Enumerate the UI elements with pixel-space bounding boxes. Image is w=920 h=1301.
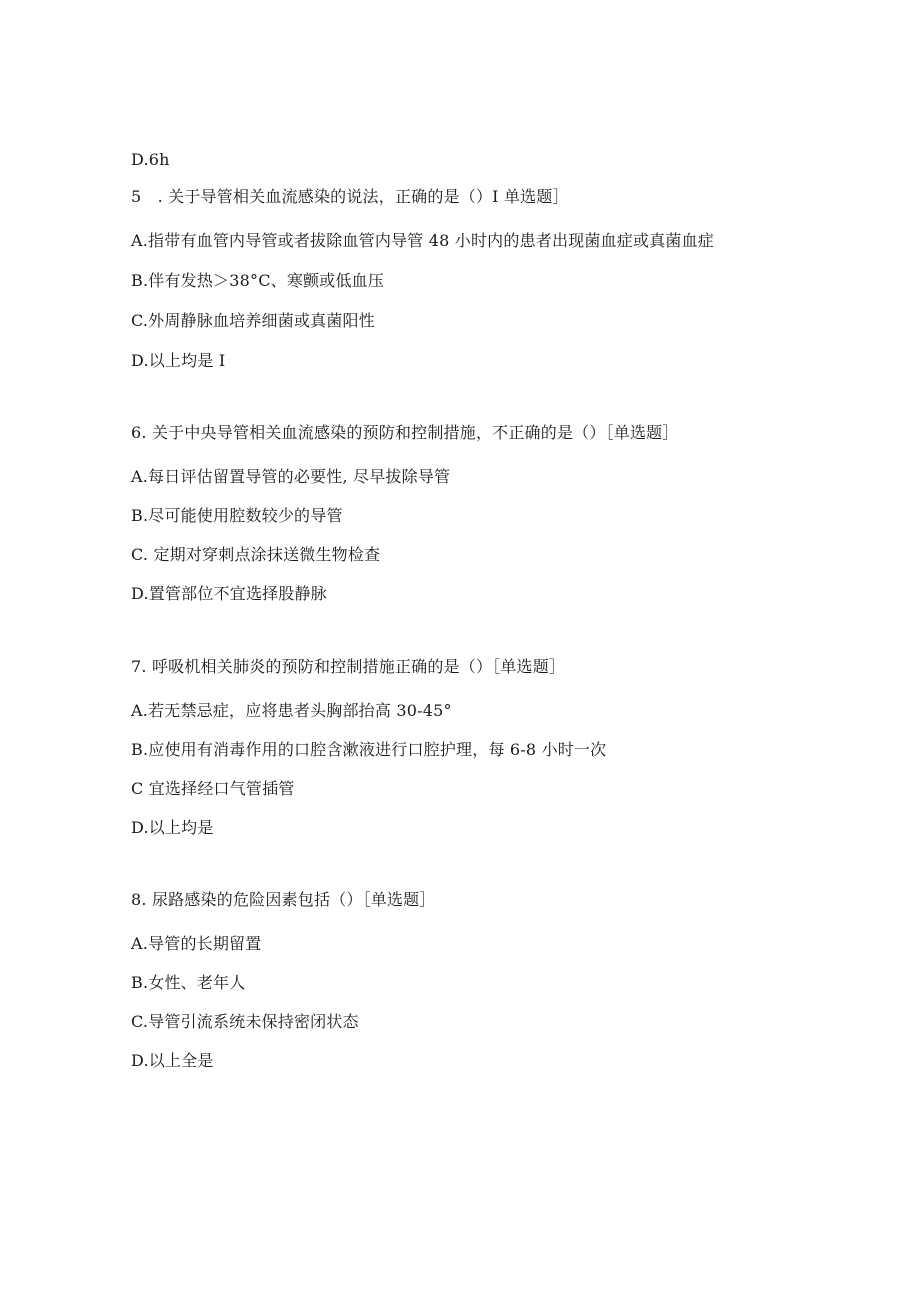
q8-option-d: D.以上全是 bbox=[131, 1051, 214, 1070]
q7-question: 7. 呼吸机相关肺炎的预防和控制措施正确的是（）［单选题］ bbox=[131, 657, 566, 676]
q6-option-d: D.置管部位不宜选择股静脉 bbox=[131, 584, 327, 603]
q5-option-b: B.伴有发热＞38°C、寒颤或低血压 bbox=[131, 271, 385, 290]
q6-option-c: C. 定期对穿刺点涂抹送微生物检查 bbox=[131, 545, 381, 564]
q5-option-d: D.以上均是 I bbox=[131, 351, 226, 370]
q6-option-b: B.尽可能使用腔数较少的导管 bbox=[131, 506, 343, 525]
q7-option-a: A.若无禁忌症，应将患者头胸部抬高 30-45° bbox=[131, 701, 452, 720]
q4-option-d: D.6h bbox=[131, 150, 170, 169]
q7-option-c: C 宜选择经口气管插管 bbox=[131, 779, 295, 798]
q8-option-c: C.导管引流系统未保持密闭状态 bbox=[131, 1012, 359, 1031]
q5-option-c: C.外周静脉血培养细菌或真菌阳性 bbox=[131, 311, 375, 330]
q7-option-b: B.应使用有消毒作用的口腔含漱液进行口腔护理，每 6-8 小时一次 bbox=[131, 740, 607, 759]
q8-option-b: B.女性、老年人 bbox=[131, 973, 246, 992]
q5-question: 5 . 关于导管相关血流感染的说法，正确的是（）I 单选题］ bbox=[131, 187, 569, 206]
q7-option-d: D.以上均是 bbox=[131, 818, 214, 837]
q6-option-a: A.每日评估留置导管的必要性, 尽早拔除导管 bbox=[131, 467, 451, 486]
q5-option-a: A.指带有血管内导管或者拔除血管内导管 48 小时内的患者出现菌血症或真菌血症 bbox=[131, 231, 714, 250]
q6-question: 6. 关于中央导管相关血流感染的预防和控制措施，不正确的是（）［单选题］ bbox=[131, 423, 679, 442]
q8-option-a: A.导管的长期留置 bbox=[131, 934, 262, 953]
q8-question: 8. 尿路感染的危险因素包括（）［单选题］ bbox=[131, 890, 436, 909]
